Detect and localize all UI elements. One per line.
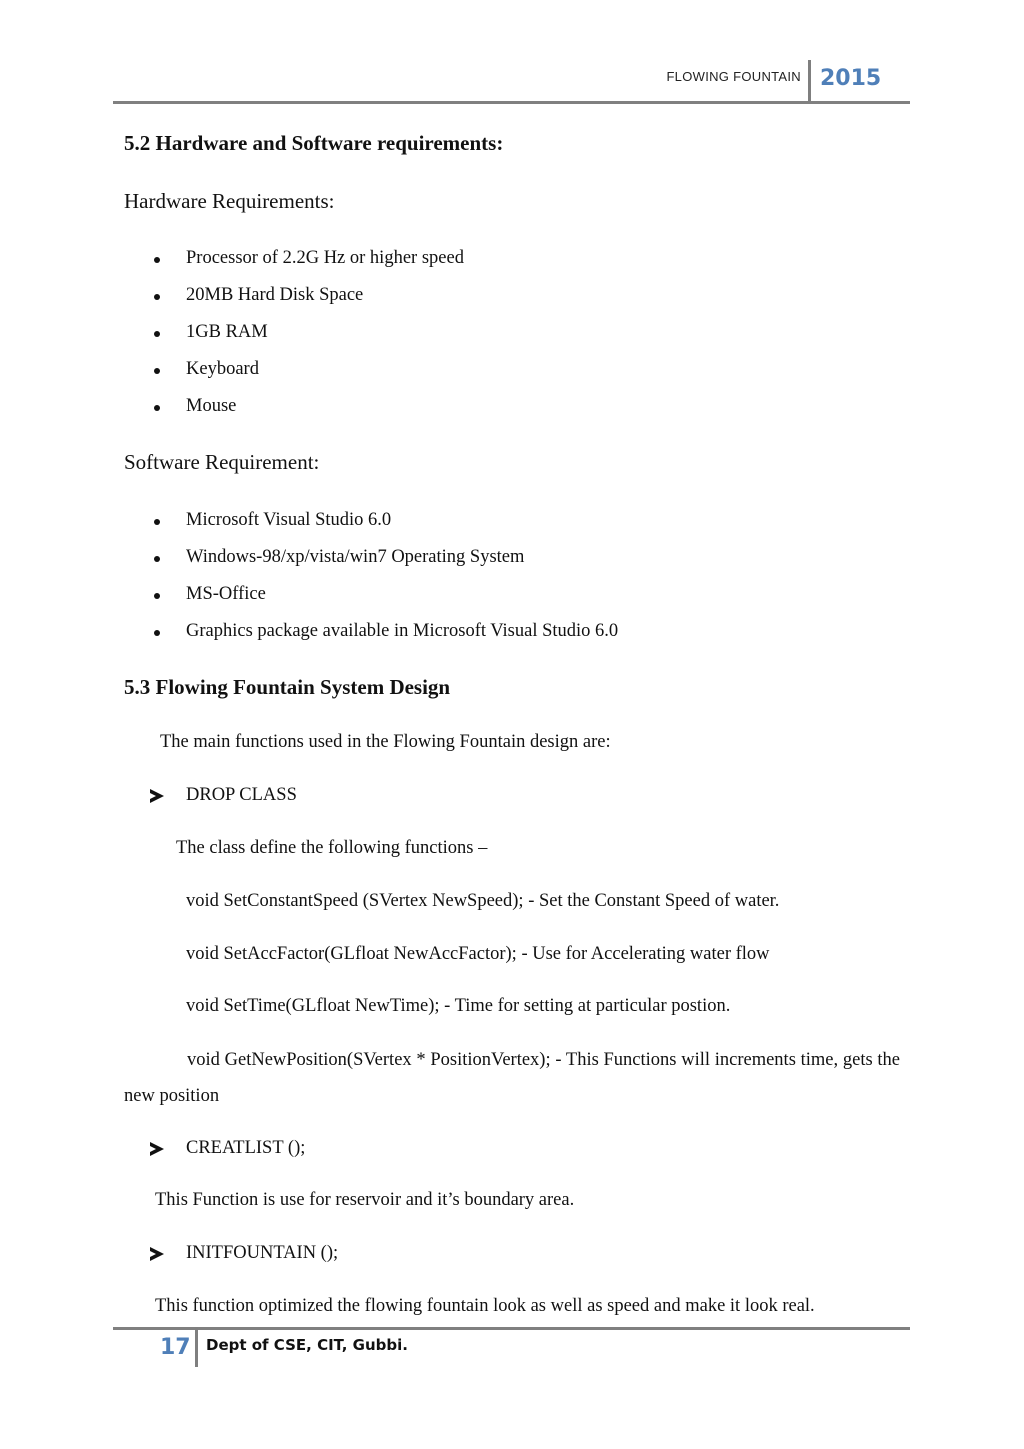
initfountain-desc: This function optimized the flowing fountain look as well as speed and make it look real. [155, 1296, 815, 1316]
hardware-item: 20MB Hard Disk Space [186, 285, 364, 305]
bullet-icon [154, 405, 160, 411]
arrow-bullet-icon [150, 789, 164, 803]
arrow-bullet-icon [150, 1142, 164, 1156]
bullet-icon [154, 368, 160, 374]
bullet-icon [154, 257, 160, 263]
section-52-heading: 5.2 Hardware and Software requirements: [124, 131, 504, 155]
function-line: void SetConstantSpeed (SVertex NewSpeed); - Set the Constant Speed of water. [186, 891, 780, 911]
hardware-heading: Hardware Requirements: [124, 189, 335, 213]
header-divider [808, 60, 811, 102]
hardware-item: 1GB RAM [186, 322, 268, 342]
software-item: Graphics package available in Microsoft Visual Studio 6.0 [186, 621, 619, 641]
bullet-icon [154, 331, 160, 337]
footer-divider [195, 1327, 198, 1367]
drop-class-desc: The class define the following functions – [176, 838, 488, 858]
software-heading: Software Requirement: [124, 450, 320, 474]
hardware-item: Processor of 2.2G Hz or higher speed [186, 248, 464, 268]
creatlist-desc: This Function is use for reservoir and it’s boundary area. [155, 1190, 575, 1210]
hardware-item: Keyboard [186, 359, 259, 379]
bullet-icon [154, 519, 160, 525]
hardware-item: Mouse [186, 396, 237, 416]
software-item: Windows-98/xp/vista/win7 Operating System [186, 547, 525, 567]
software-item: MS-Office [186, 584, 266, 604]
creatlist-label: CREATLIST (); [186, 1138, 306, 1158]
header-title: FLOWING FOUNTAIN [666, 69, 801, 84]
bullet-icon [154, 294, 160, 300]
footer-dept: Dept of CSE, CIT, Gubbi. [206, 1336, 408, 1354]
function-line: void GetNewPosition(SVertex * PositionVertex); - This Functions will increments time, gets the new position [124, 1050, 900, 1106]
function-line: void SetTime(GLfloat NewTime); - Time for setting at particular postion. [186, 996, 731, 1016]
section-53-heading: 5.3 Flowing Fountain System Design [124, 675, 451, 699]
drop-class-label: DROP CLASS [186, 785, 297, 805]
software-item: Microsoft Visual Studio 6.0 [186, 510, 392, 530]
bullet-icon [154, 556, 160, 562]
arrow-bullet-icon [150, 1247, 164, 1261]
header-year: 2015 [820, 66, 882, 91]
bullet-icon [154, 593, 160, 599]
section-53-intro: The main functions used in the Flowing Fountain design are: [160, 732, 611, 752]
header-rule [113, 101, 910, 104]
function-line: void SetAccFactor(GLfloat NewAccFactor); - Use for Accelerating water flow [186, 944, 770, 964]
initfountain-label: INITFOUNTAIN (); [186, 1243, 339, 1263]
bullet-icon [154, 630, 160, 636]
page-number: 17 [160, 1335, 191, 1360]
footer-rule [113, 1327, 910, 1330]
